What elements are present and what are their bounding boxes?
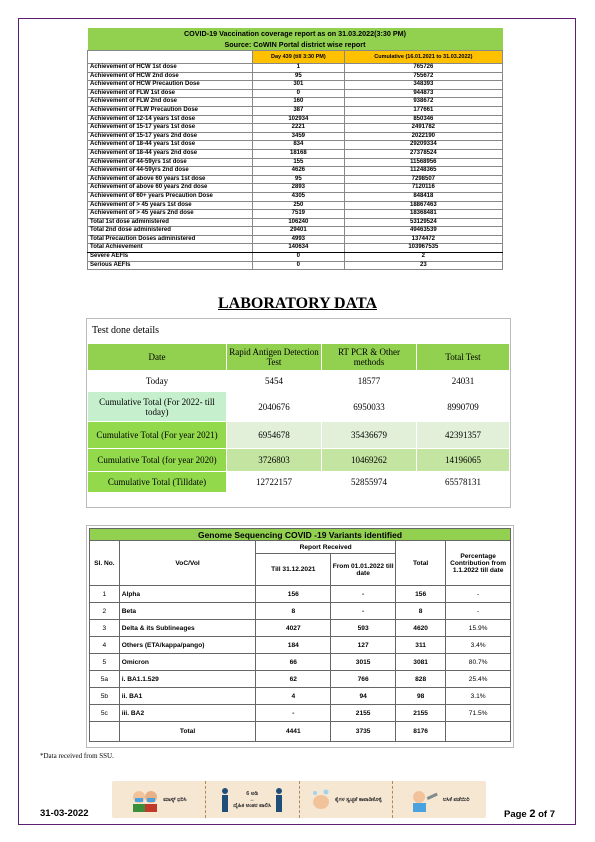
vaccination-day-value: 0 bbox=[253, 253, 345, 262]
vaccination-cumulative-value: 23 bbox=[344, 261, 502, 270]
genome-header-total: Total bbox=[395, 541, 445, 586]
vaccination-day-value: 834 bbox=[253, 141, 345, 150]
genome-cell-pct: 80.7% bbox=[446, 654, 511, 671]
genome-cell-name: Alpha bbox=[119, 586, 256, 603]
vaccination-day-value: 95 bbox=[253, 175, 345, 184]
vaccination-day-value: 18168 bbox=[253, 149, 345, 158]
vaccination-row-label: Achievement of 44-59yrs 2nd dose bbox=[88, 167, 253, 176]
vaccination-row-label: Achievement of HCW 2nd dose bbox=[88, 72, 253, 81]
vaccination-row-label: Total 2nd dose administered bbox=[88, 227, 253, 236]
lab-header-rat: Rapid Antigen Detection Test bbox=[227, 344, 322, 371]
genome-table bbox=[89, 528, 511, 742]
genome-header-till: Till 31.12.2021 bbox=[256, 554, 331, 586]
vaccination-day-value: 155 bbox=[253, 158, 345, 167]
vaccination-cumulative-value: 938672 bbox=[344, 98, 502, 107]
vaccination-row-label: Achievement of 18-44 years 1st dose bbox=[88, 141, 253, 150]
lab-row: Cumulative Total (for year 2020) 3726803 10469262 14196065 bbox=[88, 449, 510, 472]
genome-cell-from: - bbox=[331, 586, 396, 603]
vaccination-day-value: 1 bbox=[253, 64, 345, 73]
genome-cell-sl: 5c bbox=[90, 705, 120, 722]
genome-cell-from: 3015 bbox=[331, 654, 396, 671]
vaccination-cumulative-value: 49463539 bbox=[344, 227, 502, 236]
vaccination-cumulative-value: 2 bbox=[344, 253, 502, 262]
genome-cell-pct: 15.9% bbox=[446, 620, 511, 637]
banner-mask: ಮಾಸ್ಕ್ ಧರಿಸಿ bbox=[112, 781, 205, 818]
genome-cell-sl: 5 bbox=[90, 654, 120, 671]
genome-cell-total: 98 bbox=[395, 688, 445, 705]
vaccination-row-label: Achievement of FLW Precaution Dose bbox=[88, 106, 253, 115]
genome-row bbox=[90, 654, 511, 671]
vaccination-row bbox=[88, 98, 503, 107]
vaccination-day-value: 160 bbox=[253, 98, 345, 107]
vaccination-row-label: Achievement of FLW 1st dose bbox=[88, 89, 253, 98]
genome-cell-from: 593 bbox=[331, 620, 396, 637]
vaccination-cumulative-value: 755672 bbox=[344, 72, 502, 81]
genome-cell-sl: 5a bbox=[90, 671, 120, 688]
genome-cell-from: - bbox=[331, 603, 396, 620]
vaccination-row-label: Achievement of > 45 years 1st dose bbox=[88, 201, 253, 210]
genome-cell-from: 2155 bbox=[331, 705, 396, 722]
vaccination-row bbox=[88, 158, 503, 167]
vaccination-row-label: Severe AEFIs bbox=[88, 253, 253, 262]
vaccination-day-value: 4993 bbox=[253, 235, 345, 244]
vaccination-row-label: Achievement of HCW 1st dose bbox=[88, 64, 253, 73]
genome-row bbox=[90, 603, 511, 620]
vaccination-row bbox=[88, 106, 503, 115]
person-icon bbox=[274, 787, 284, 813]
vaccination-table bbox=[87, 28, 503, 270]
vaccination-row bbox=[88, 124, 503, 133]
vaccination-cumulative-value: 848418 bbox=[344, 192, 502, 201]
genome-cell-name: iii. BA2 bbox=[119, 705, 256, 722]
lab-section bbox=[86, 318, 511, 508]
vaccination-row-label: Achievement of 12-14 years 1st dose bbox=[88, 115, 253, 124]
vaccination-row bbox=[88, 253, 503, 262]
genome-header-report: Report Received bbox=[256, 541, 396, 554]
mask-people-icon bbox=[130, 787, 160, 813]
vaccination-row-label: Achievement of FLW 2nd dose bbox=[88, 98, 253, 107]
vaccination-day-value: 2893 bbox=[253, 184, 345, 193]
vaccination-row bbox=[88, 218, 503, 227]
genome-cell-name: Others (ETA/kappa/pango) bbox=[119, 637, 256, 654]
genome-cell-till: 66 bbox=[256, 654, 331, 671]
vaccination-day-value: 0 bbox=[253, 89, 345, 98]
genome-cell-till: - bbox=[256, 705, 331, 722]
genome-title: Genome Sequencing COVID -19 Variants identified bbox=[90, 529, 511, 541]
lab-header-total: Total Test bbox=[417, 344, 510, 371]
genome-header-voc: VoC/VoI bbox=[119, 541, 256, 586]
genome-cell-total: 2155 bbox=[395, 705, 445, 722]
lab-title: LABORATORY DATA bbox=[217, 295, 377, 312]
genome-row bbox=[90, 586, 511, 603]
vaccination-row bbox=[88, 227, 503, 236]
genome-cell-pct: - bbox=[446, 603, 511, 620]
genome-cell-total: 828 bbox=[395, 671, 445, 688]
vaccination-row-label: Achievement of > 45 years 2nd dose bbox=[88, 210, 253, 219]
vaccine-icon bbox=[410, 787, 440, 813]
vaccination-row bbox=[88, 81, 503, 90]
vaccination-day-value: 301 bbox=[253, 81, 345, 90]
person-icon bbox=[220, 787, 230, 813]
genome-cell-till: 184 bbox=[256, 637, 331, 654]
genome-cell-sl: 4 bbox=[90, 637, 120, 654]
vaccination-cumulative-value: 765726 bbox=[344, 64, 502, 73]
genome-header-pct: Percentage Contribution from 1.1.2022 till date bbox=[446, 541, 511, 586]
vaccination-cumulative-value: 177661 bbox=[344, 106, 502, 115]
vaccination-cumulative-value: 944873 bbox=[344, 89, 502, 98]
genome-cell-from: 766 bbox=[331, 671, 396, 688]
genome-cell-total: 311 bbox=[395, 637, 445, 654]
genome-cell-till: 8 bbox=[256, 603, 331, 620]
banner-distance: 6 ಅಡಿ ↔ ದೈಹಿಕ ಅಂತರ ಪಾಲಿಸಿ bbox=[205, 781, 299, 818]
vaccination-cumulative-value: 27378524 bbox=[344, 149, 502, 158]
vaccination-row bbox=[88, 72, 503, 81]
covid-appropriate-behaviour-banner bbox=[112, 781, 486, 818]
genome-cell-pct: 3.1% bbox=[446, 688, 511, 705]
vaccination-row bbox=[88, 141, 503, 150]
vaccination-day-value: 2221 bbox=[253, 124, 345, 133]
lab-row: Cumulative Total (For 2022- till today) 2040676 6950033 8990709 bbox=[88, 392, 510, 422]
genome-row bbox=[90, 620, 511, 637]
vaccination-cumulative-value: 11568956 bbox=[344, 158, 502, 167]
vaccination-row-label: Achievement of above 60 years 1st dose bbox=[88, 175, 253, 184]
genome-row bbox=[90, 705, 511, 722]
vaccination-row bbox=[88, 175, 503, 184]
vaccination-row bbox=[88, 167, 503, 176]
vaccination-day-value: 106240 bbox=[253, 218, 345, 227]
genome-row bbox=[90, 671, 511, 688]
genome-cell-till: 156 bbox=[256, 586, 331, 603]
genome-row bbox=[90, 688, 511, 705]
genome-cell-sl: 1 bbox=[90, 586, 120, 603]
vaccination-day-value: 95 bbox=[253, 72, 345, 81]
genome-cell-name: Beta bbox=[119, 603, 256, 620]
vaccination-day-value: 0 bbox=[253, 261, 345, 270]
vaccination-cumulative-value: 1374472 bbox=[344, 235, 502, 244]
vaccination-row-label: Achievement of HCW Precaution Dose bbox=[88, 81, 253, 90]
vaccination-row bbox=[88, 192, 503, 201]
genome-cell-total: 8 bbox=[395, 603, 445, 620]
lab-row: Cumulative Total (For year 2021) 6954678 35436679 42391357 bbox=[88, 422, 510, 449]
genome-cell-pct: 25.4% bbox=[446, 671, 511, 688]
genome-header-from: From 01.01.2022 till date bbox=[331, 554, 396, 586]
vaccination-cumulative-value: 7298507 bbox=[344, 175, 502, 184]
genome-cell-total: 156 bbox=[395, 586, 445, 603]
vaccination-row bbox=[88, 132, 503, 141]
footer-page-number: Page 2 of 7 bbox=[503, 808, 555, 820]
vaccination-row bbox=[88, 244, 503, 253]
vaccination-row bbox=[88, 89, 503, 98]
vaccination-row-label: Total 1st dose administered bbox=[88, 218, 253, 227]
handwash-icon bbox=[310, 787, 332, 813]
genome-cell-till: 62 bbox=[256, 671, 331, 688]
vaccination-day-value: 140634 bbox=[253, 244, 345, 253]
genome-cell-sl: 5b bbox=[90, 688, 120, 705]
col-day-header: Day 439 (till 3:30 PM) bbox=[253, 51, 345, 64]
genome-cell-total: 3081 bbox=[395, 654, 445, 671]
vaccination-cumulative-value: 103967535 bbox=[344, 244, 502, 253]
genome-section bbox=[86, 525, 514, 748]
vaccination-row-label: Total Achievement bbox=[88, 244, 253, 253]
genome-header-slno: Sl. No. bbox=[90, 541, 120, 586]
vaccination-day-value: 3459 bbox=[253, 132, 345, 141]
banner-vaccine: ಲಸಿಕೆ ಪಡೆಯಿರಿ bbox=[392, 781, 486, 818]
vaccination-cumulative-value: 2491782 bbox=[344, 124, 502, 133]
vaccination-row-label: Total Precaution Doses administered bbox=[88, 235, 253, 244]
vaccination-day-value: 102934 bbox=[253, 115, 345, 124]
vaccination-title: COVID-19 Vaccination coverage report as on 31.03.2022(3:30 PM) Source: CoWIN Portal district wise report bbox=[88, 28, 503, 51]
vaccination-row bbox=[88, 115, 503, 124]
genome-row bbox=[90, 637, 511, 654]
vaccination-row-label: Achievement of above 60 years 2nd dose bbox=[88, 184, 253, 193]
vaccination-cumulative-value: 348393 bbox=[344, 81, 502, 90]
vaccination-day-value: 387 bbox=[253, 106, 345, 115]
lab-row: Cumulative Total (Tilldate) 12722157 52855974 65578131 bbox=[88, 472, 510, 493]
vaccination-row-label: Achievement of 15-17 years 2nd dose bbox=[88, 132, 253, 141]
genome-cell-sl: 3 bbox=[90, 620, 120, 637]
vaccination-row bbox=[88, 149, 503, 158]
genome-cell-till: 4027 bbox=[256, 620, 331, 637]
vaccination-row-label: Achievement of 15-17 years 1st dose bbox=[88, 124, 253, 133]
genome-cell-name: i. BA1.1.529 bbox=[119, 671, 256, 688]
genome-cell-name: Delta & its Sublineages bbox=[119, 620, 256, 637]
genome-cell-pct: 3.4% bbox=[446, 637, 511, 654]
vaccination-cumulative-value: 7120116 bbox=[344, 184, 502, 193]
lab-subtitle: Test done details bbox=[92, 325, 160, 336]
genome-cell-from: 127 bbox=[331, 637, 396, 654]
vaccination-cumulative-value: 29209334 bbox=[344, 141, 502, 150]
vaccination-row bbox=[88, 184, 503, 193]
vaccination-row bbox=[88, 210, 503, 219]
genome-cell-sl: 2 bbox=[90, 603, 120, 620]
vaccination-row-label: Achievement of 18-44 years 2nd dose bbox=[88, 149, 253, 158]
genome-cell-name: ii. BA1 bbox=[119, 688, 256, 705]
vaccination-day-value: 29401 bbox=[253, 227, 345, 236]
vaccination-cumulative-value: 18867463 bbox=[344, 201, 502, 210]
vaccination-row-label: Achievement of 60+ years Precaution Dose bbox=[88, 192, 253, 201]
vaccination-day-value: 4305 bbox=[253, 192, 345, 201]
vaccination-day-value: 4626 bbox=[253, 167, 345, 176]
vaccination-row bbox=[88, 261, 503, 270]
col-cumulative-header: Cumulative (16.01.2021 to 31.03.2022) bbox=[344, 51, 502, 64]
vaccination-cumulative-value: 53129524 bbox=[344, 218, 502, 227]
vaccination-day-value: 7519 bbox=[253, 210, 345, 219]
genome-cell-pct: - bbox=[446, 586, 511, 603]
vaccination-row-label: Serious AEFIs bbox=[88, 261, 253, 270]
genome-cell-total: 4620 bbox=[395, 620, 445, 637]
genome-total-row: Total 4441 3735 8176 bbox=[90, 722, 511, 742]
genome-cell-till: 4 bbox=[256, 688, 331, 705]
data-source-note: *Data received from SSU. bbox=[40, 752, 114, 760]
vaccination-row bbox=[88, 201, 503, 210]
vaccination-row-label: Achievement of 44-59yrs 1st dose bbox=[88, 158, 253, 167]
vaccination-day-value: 250 bbox=[253, 201, 345, 210]
footer-date: 31-03-2022 bbox=[40, 808, 89, 819]
banner-handwash: ಕೈಗಳ ಸ್ವಚ್ಛತೆ ಕಾಪಾಡಿಕೊಳ್ಳಿ bbox=[299, 781, 393, 818]
vaccination-cumulative-value: 2022190 bbox=[344, 132, 502, 141]
vaccination-cumulative-value: 850346 bbox=[344, 115, 502, 124]
vaccination-row bbox=[88, 64, 503, 73]
lab-header-date: Date bbox=[88, 344, 227, 371]
genome-cell-name: Omicron bbox=[119, 654, 256, 671]
lab-header-rtpcr: RT PCR & Other methods bbox=[322, 344, 417, 371]
genome-cell-from: 94 bbox=[331, 688, 396, 705]
lab-row: Today 5454 18577 24031 bbox=[88, 371, 510, 392]
genome-cell-pct: 71.5% bbox=[446, 705, 511, 722]
vaccination-cumulative-value: 18368481 bbox=[344, 210, 502, 219]
vaccination-cumulative-value: 11248365 bbox=[344, 167, 502, 176]
lab-table bbox=[87, 343, 510, 493]
vaccination-row bbox=[88, 235, 503, 244]
